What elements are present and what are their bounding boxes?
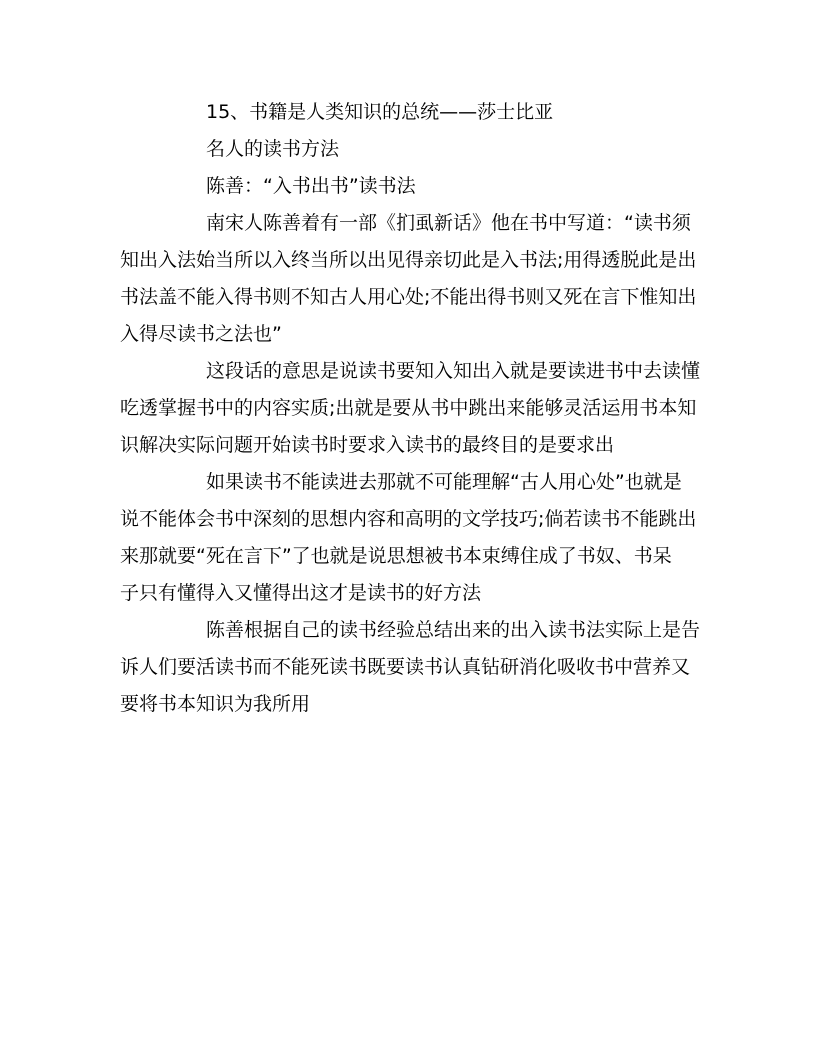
paragraph-line: 这段话的意思是说读书要知入知出入就是要读进书中去读懂 <box>206 360 701 382</box>
paragraph-2 <box>120 353 700 464</box>
paragraph-4 <box>120 612 700 723</box>
paragraph-line: 来那就要“死在言下”了也就是说思想被书本束缚住成了书奴、书呆 <box>120 545 672 567</box>
method-title: 陈善：“入书出书”读书法 <box>206 175 416 197</box>
paragraph-line: 子只有懂得入又懂得出这才是读书的好方法 <box>120 582 482 604</box>
paragraph-line: 书法盖不能入得书则不知古人用心处;不能出得书则又死在言下惟知出 <box>120 286 697 308</box>
section-title: 名人的读书方法 <box>206 138 340 160</box>
paragraph-line: 陈善根据自己的读书经验总结出来的出入读书法实际上是告 <box>206 619 701 641</box>
paragraph-3 <box>120 464 700 612</box>
paragraph-line: 吃透掌握书中的内容实质;出就是要从书中跳出来能够灵活运用书本知 <box>120 397 697 419</box>
document-body <box>120 94 700 723</box>
paragraph-line: 入得尽读书之法也” <box>120 323 282 345</box>
paragraph-1 <box>120 205 700 353</box>
heading-quote: 15、书籍是人类知识的总统——莎士比亚 <box>206 101 554 123</box>
paragraph-line: 南宋人陈善着有一部《扪虱新话》他在书中写道：“读书须 <box>206 212 691 234</box>
paragraph-line: 识解决实际问题开始读书时要求入读书的最终目的是要求出 <box>120 434 615 456</box>
paragraph-line: 如果读书不能读进去那就不可能理解“古人用心处”也就是 <box>206 471 682 493</box>
paragraph-line: 诉人们要活读书而不能死读书既要读书认真钻研消化吸收书中营养又 <box>120 656 691 678</box>
paragraph-line: 要将书本知识为我所用 <box>120 693 311 715</box>
paragraph-line: 说不能体会书中深刻的思想内容和高明的文学技巧;倘若读书不能跳出 <box>120 508 697 530</box>
paragraph-line: 知出入法始当所以入终当所以出见得亲切此是入书法;用得透脱此是出 <box>120 249 697 271</box>
